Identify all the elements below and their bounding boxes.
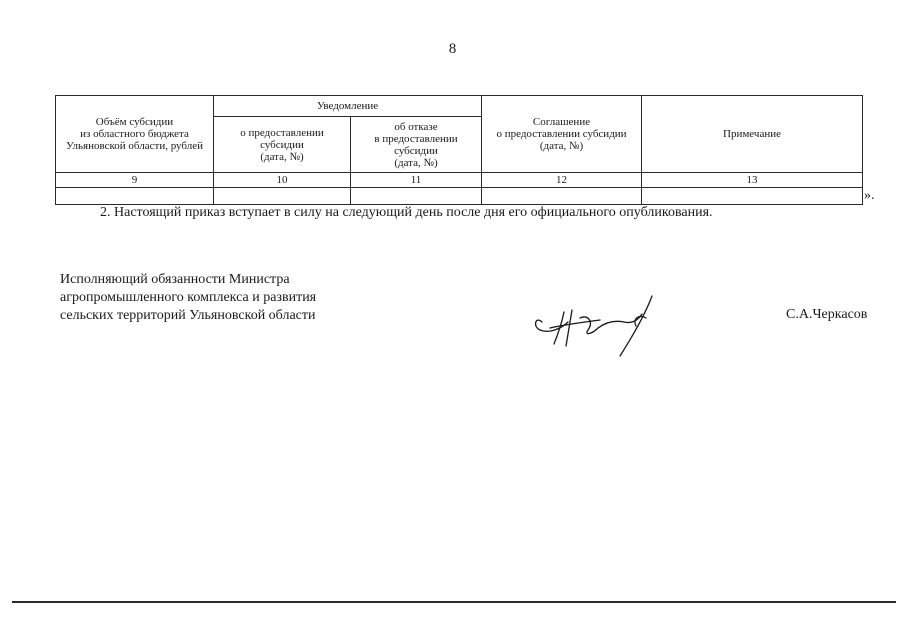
header-subsidy-volume: Объём субсидии из областного бюджета Ульяновской области, рублей [56, 96, 214, 173]
header-notification: Уведомление [214, 96, 482, 117]
column-number: 11 [351, 173, 482, 188]
header-notification-refusal: об отказе в предоставлении субсидии (дата, №) [351, 117, 482, 173]
table-cell [56, 188, 214, 205]
subsidy-table [55, 95, 863, 205]
signer-title: Исполняющий обязанности Министра агропромышленного комплекса и развития сельских территорий Ульяновской области [60, 272, 317, 323]
column-number-row [56, 173, 863, 188]
header-agreement: Соглашение о предоставлении субсидии (дата, №) [482, 96, 642, 173]
column-number: 9 [56, 173, 214, 188]
table-cell [351, 188, 482, 205]
table-row [56, 188, 863, 205]
table-cell [214, 188, 351, 205]
table-cell [642, 188, 863, 205]
paragraph-2: 2. Настоящий приказ вступает в силу на следующий день после дня его официального опубликования. [100, 205, 713, 220]
header-note: Примечание [642, 96, 863, 173]
column-number: 12 [482, 173, 642, 188]
header-notification-grant: о предоставлении субсидии (дата, №) [214, 117, 351, 173]
column-number: 13 [642, 173, 863, 188]
bottom-rule [12, 601, 896, 603]
table-cell [482, 188, 642, 205]
handwritten-signature [528, 292, 668, 360]
page-number: 8 [448, 41, 457, 57]
signer-name: С.А.Черкасов [786, 307, 868, 322]
closing-quote: ». [864, 188, 875, 203]
column-number: 10 [214, 173, 351, 188]
